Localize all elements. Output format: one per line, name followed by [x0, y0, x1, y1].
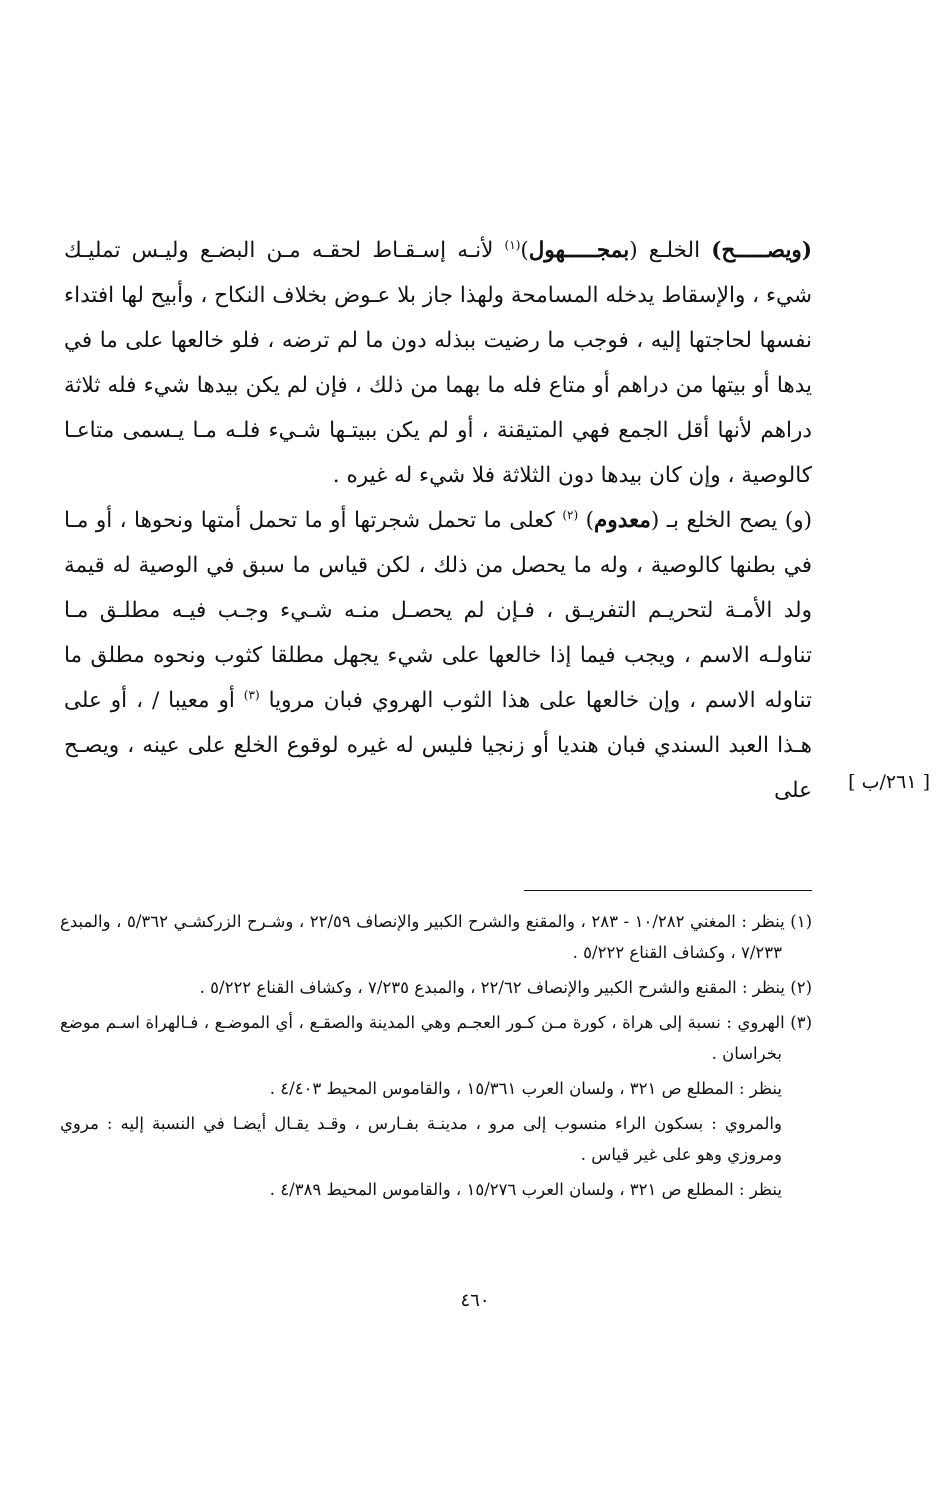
paragraph-2-text-b: ) — [585, 508, 594, 533]
footnote-3-marwi: والمروي : بسكون الراء منسوب إلى مرو ، مدينـة بفـارس ، وقـد يقـال أيضـا في النسبة إليه : مروي ومروزي وهو على غير قياس . — [60, 1114, 782, 1164]
paragraph-2-text-a: (و) يصح الخلع بـ ( — [650, 508, 812, 533]
paragraph-2-text-c: كعلى ما تحمل شجرتها أو ما تحمل أمتها ونحوها ، أو مـا في بطنها كالوصية ، وله ما يحصل من ذلك ، لكن قياس ما سبق في الوصية له قيمة ولد الأمـة لتحريـم التفريـق ، فـإن لم يحصـل منـه شـيء وجـب فيـه مطلـق مـا تناولـه الاسم ، ويجب فيما إذا خالعها على شيء يجهل مطلقا كثوب ونحوه مطلق ما تناوله الاسم ، وإن خالعها على هذا الثوب الهروي فبان مرويا — [64, 508, 812, 713]
footnote-3-sources-b: ينظر : المطلع ص ٣٢١ ، ولسان العرب ١٥/٢٧٦ ، والقاموس المحيط ٤/٣٨٩ . — [269, 1180, 782, 1199]
paragraph-1-text-c: لأنـه إسـقـاط لحقـه مـن البضـع وليـس تمليـك شيء ، والإسقاط يدخله المسامحة ولهذا جاز بلا عـوض بخلاف النكاح ، وأبيح لها افتداء نفسها لحاجتها إليه ، فوجب ما رضيت ببذله دون ما لم ترضه ، فلو خالعها على ما في يدها أو بيتها من دراهم أو متاع فله ما بهما من ذلك ، فإن لم يكن بيدها شيء فله ثلاثة دراهم لأنها أقل الجمع فهي المتيقنة ، أو لم يكن ببيتـها شـيء فلـه مـا يـسمى متاعـا كالوصية ، وإن كان بيدها دون الثلاثة فلا شيء له غيره . — [64, 238, 812, 488]
keyword-madum: معدوم — [594, 508, 651, 533]
footnote-2: (٢) ينظر : المقنع والشرح الكبير والإنصاف ٢٢/٦٢ ، والمبدع ٧/٢٣٥ ، وكشاف القناع ٥/٢٢٢ . — [199, 978, 812, 997]
manuscript-folio-note: [ ٢٦١/ب ] — [848, 771, 930, 793]
paragraph-1-text-a: الخلـع ( — [629, 238, 712, 263]
keyword-yasih: (ويصـــــح) — [711, 238, 812, 263]
paragraph-2-text-d: أو معيبا / ، أو على هـذا العبد السندي فبان هنديا أو زنجيا فليس له غيره لوقوع الخلع على عينه ، ويصـح على — [64, 688, 812, 803]
paragraph-2 — [64, 498, 812, 813]
footnote-ref-2[interactable]: (٢) — [562, 507, 579, 522]
footnote-1: (١) ينظر : المغني ١٠/٢٨٢ - ٢٨٣ ، والمقنع والشرح الكبير والإنصاف ٢٢/٥٩ ، وشـرح الزركشـي ٥/٣٦٢ ، والمبدع ٧/٢٣٣ ، وكشاف القناع ٥/٢٢٢ . — [60, 912, 812, 962]
footnote-ref-3[interactable]: (٣) — [243, 687, 260, 702]
main-text — [64, 228, 812, 813]
footnote-divider — [524, 890, 812, 891]
footnotes — [60, 906, 812, 1209]
keyword-majhul: بمجـــــهول — [528, 238, 630, 263]
paragraph-1 — [64, 228, 812, 498]
footnote-3-sources-a: ينظر : المطلع ص ٣٢١ ، ولسان العرب ١٥/٣٦١ ، والقاموس المحيط ٤/٤٠٣ . — [269, 1079, 782, 1098]
page-number: ٤٦٠ — [460, 1290, 490, 1311]
footnote-3: (٣) الهروي : نسبة إلى هراة ، كورة مـن كـور العجـم وهي المدينة والصقـع ، أي الموضـع ، فـالهراة اسـم موضع بخراسان . — [60, 1013, 812, 1063]
paragraph-1-text-b: ) — [520, 238, 529, 263]
footnote-ref-1[interactable]: (١) — [504, 237, 521, 252]
